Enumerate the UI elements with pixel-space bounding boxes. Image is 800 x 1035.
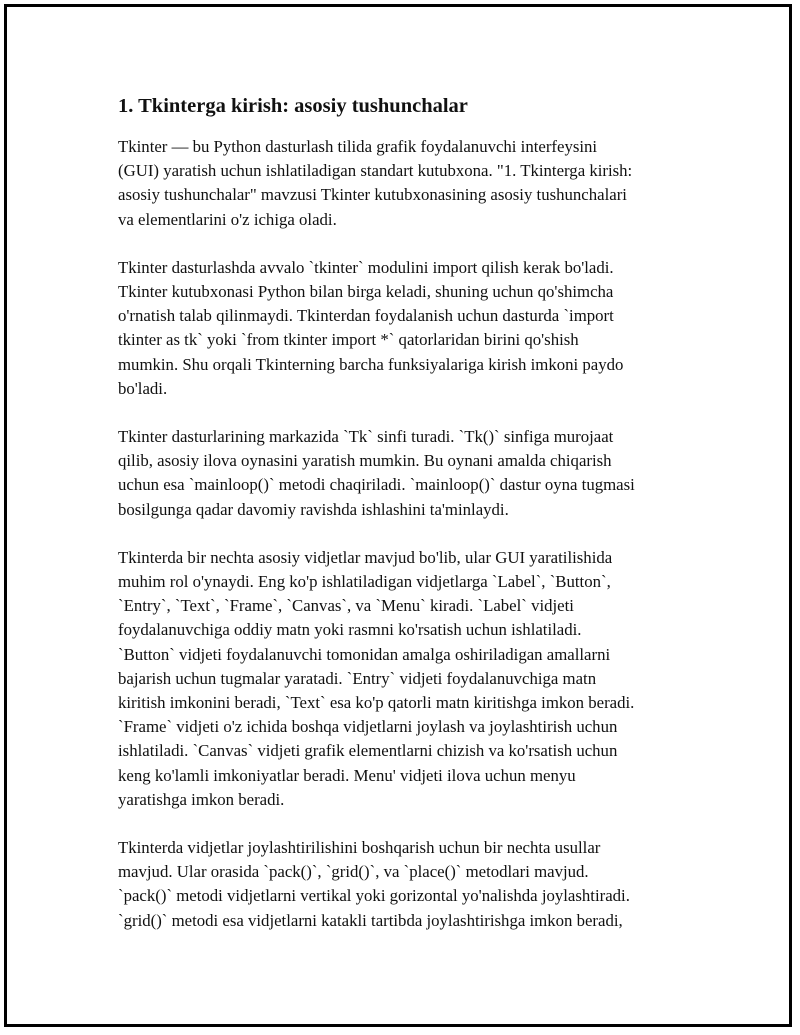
paragraph-layout: Tkinterda vidjetlar joylashtirilishini boshqarish uchun bir nechta usullar mavjud. Ular orasida `pack()`, `grid()`, va `place()` metodlari mavjud. `pack()` metodi vidjetlarni vertikal yoki gorizontal yo'nalishda joylashtiradi. `grid()` metodi esa vidjetlarni katakli tartibda joylashtirishga imkon beradi, <box>118 838 630 930</box>
paragraph-widgets: Tkinterda bir nechta asosiy vidjetlar mavjud bo'lib, ular GUI yaratilishida muhim rol o'ynaydi. Eng ko'p ishlatiladigan vidjetlarga `Label`, `Button`, `Entry`, `Text`, `Frame`, `Canvas`, va `Menu` kiradi. `Label` vidjeti foydalanuvchiga oddiy matn yoki rasmni ko'rsatish uchun ishlatiladi. `Button` vidjeti foydalanuvchi tomonidan amalga oshiriladigan amallarni bajarish uchun tugmalar yaratadi. `Entry` vidjeti foydalanuvchiga matn kiritish imkonini beradi, `Text` esa ko'p qatorli matn kiritishga imkon beradi. `Frame` vidjeti o'z ichida boshqa vidjetlarni joylash va joylashtirish uchun ishlatiladi. `Canvas` vidjeti grafik elementlarni chizish va ko'rsatish uchun keng ko'lamli imkoniyatlar beradi. Menu' vidjeti ilova uchun menyu yaratishga imkon beradi. <box>118 547 635 809</box>
paragraph-import: Tkinter dasturlashda avvalo `tkinter` modulini import qilish kerak bo'ladi. Tkinter kutubxonasi Python bilan birga keladi, shuning uchun qo'shimcha o'rnatish talab qilinmaydi. Tkinterdan foydalanish uchun dasturda `import tkinter as tk` yoki `from tkinter import *` qatorlaridan birini qo'shish mumkin. Shu orqali Tkinterning barcha funksiyalariga kirish imkoni paydo bo'ladi. <box>118 257 624 398</box>
paragraph-tk-class: Tkinter dasturlarining markazida `Tk` sinfi turadi. `Tk()` sinfiga murojaat qilib, asosiy ilova oynasini yaratish mumkin. Bu oynani amalda chiqarish uchun esa `mainloop()` metodi chaqiriladi. `mainloop()` dastur oyna tugmasi bosilgunga qadar davomiy ravishda ishlashini ta'minlaydi. <box>118 427 635 519</box>
document-heading: 1. Tkinterga kirish: asosiy tushunchalar <box>118 95 468 117</box>
paragraph-intro: Tkinter — bu Python dasturlash tilida grafik foydalanuvchi interfeysini (GUI) yaratish uchun ishlatiladigan standart kutubxona. "1. Tkinterga kirish: asosiy tushunchalar" mavzusi Tkinter kutubxonasining asosiy tushunchalari va elementlarini o'z ichiga oladi. <box>118 137 633 229</box>
document-body <box>118 93 700 957</box>
